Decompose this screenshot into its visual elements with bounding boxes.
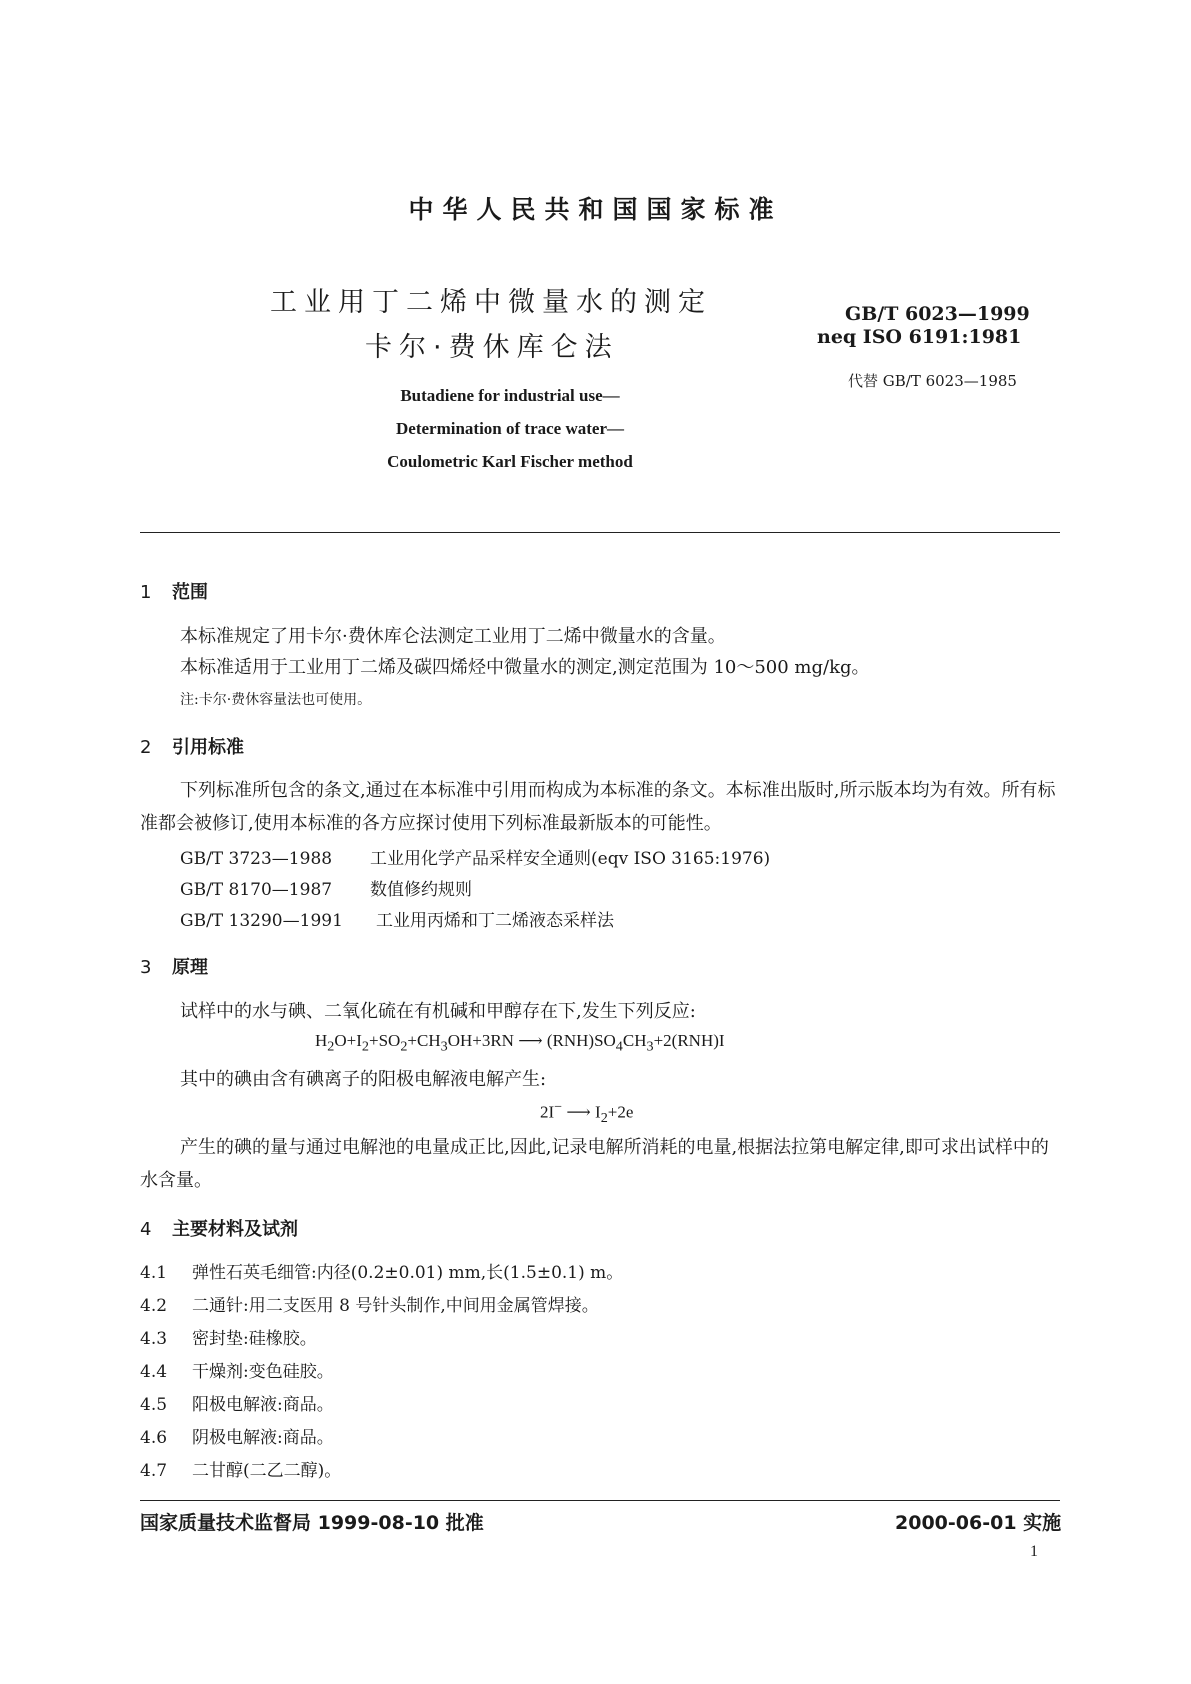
- standard-replaces: 代替 GB/T 6023—1985: [848, 372, 1017, 390]
- item-text: 弹性石英毛细管:内径(0.2±0.01) mm,长(1.5±0.1) m。: [192, 1263, 624, 1283]
- standard-equivalence: neq ISO 6191:1981: [817, 326, 1022, 348]
- section-1-paragraph-2: 本标准适用于工业用丁二烯及碳四烯烃中微量水的测定,测定范围为 10～500 mg/kg。: [180, 657, 870, 678]
- list-item: [140, 1390, 334, 1415]
- footer-divider: [140, 1500, 1060, 1501]
- english-title-line2: Determination of trace water—: [396, 419, 624, 438]
- section-4-heading: [140, 1215, 298, 1241]
- section-2-paragraph-1: 下列标准所包含的条文,通过在本标准中引用而构成为本标准的条文。本标准出版时,所示版本均为有效。所有标准都会被修订,使用本标准的各方应探讨使用下列标准最新版本的可能性。: [140, 780, 1056, 834]
- item-number: 4.4: [140, 1362, 168, 1382]
- section-3-paragraph-1: 试样中的水与碘、二氧化硫在有机碱和甲醇存在下,发生下列反应:: [180, 1001, 696, 1022]
- item-text: 密封垫:硅橡胶。: [192, 1329, 317, 1349]
- implementation-date: 2000-06-01 实施: [895, 1512, 1062, 1534]
- section-3-paragraph-3: 产生的碘的量与通过电解池的电量成正比,因此,记录电解所消耗的电量,根据法拉第电解定律,即可求出试样中的水含量。: [140, 1137, 1049, 1191]
- header-divider: [140, 532, 1060, 533]
- document-title-line1: 工业用丁二烯中微量水的测定: [270, 287, 712, 318]
- english-title-line1: Butadiene for industrial use—: [400, 386, 620, 405]
- approval-statement: 国家质量技术监督局 1999-08-10 批准: [140, 1512, 484, 1534]
- item-number: 4.1: [140, 1263, 168, 1283]
- item-text: 二通针:用二支医用 8 号针头制作,中间用金属管焊接。: [192, 1296, 599, 1316]
- item-text: 干燥剂:变色硅胶。: [192, 1362, 334, 1382]
- document-title-line2: 卡尔·费休库仑法: [365, 332, 619, 363]
- reference-title: 数值修约规则: [370, 880, 472, 900]
- section-number: 1: [140, 582, 152, 603]
- section-number: 3: [140, 957, 152, 978]
- section-3-heading: [140, 953, 208, 979]
- list-item: [140, 1258, 623, 1283]
- section-title: 主要材料及试剂: [172, 1219, 298, 1240]
- item-number: 4.2: [140, 1296, 168, 1316]
- english-title-line3: Coulometric Karl Fischer method: [387, 452, 633, 471]
- item-text: 阳极电解液:商品。: [192, 1395, 334, 1415]
- page-number: 1: [1030, 1543, 1038, 1560]
- list-item: [140, 1357, 334, 1382]
- reference-title: 工业用丙烯和丁二烯液态采样法: [376, 911, 614, 931]
- item-number: 4.7: [140, 1461, 168, 1481]
- list-item: [140, 1423, 334, 1448]
- list-item: [140, 1291, 599, 1316]
- reference-item: [180, 844, 770, 869]
- section-1-paragraph-1: 本标准规定了用卡尔·费休库仑法测定工业用丁二烯中微量水的含量。: [180, 626, 726, 647]
- section-3-paragraph-2: 其中的碘由含有碘离子的阳极电解液电解产生:: [180, 1069, 547, 1090]
- reaction-equation: $H_2O+I_2+SO_2+CH_3OH+3RN$ ⟶ $(RNH)SO_4CH_3+2(RNH)I$: [315, 1031, 725, 1055]
- reference-code: GB/T 8170—1987: [180, 880, 333, 900]
- section-number: 4: [140, 1219, 152, 1240]
- section-1-heading: [140, 578, 208, 604]
- reference-title: 工业用化学产品采样安全通则(eqv ISO 3165:1976): [370, 849, 771, 869]
- reference-item: [180, 875, 472, 900]
- section-title: 引用标准: [172, 737, 244, 758]
- reference-code: GB/T 13290—1991: [180, 911, 343, 931]
- section-title: 原理: [172, 957, 208, 978]
- item-number: 4.6: [140, 1428, 168, 1448]
- item-text: 阴极电解液:商品。: [192, 1428, 334, 1448]
- list-item: [140, 1456, 341, 1481]
- item-number: 4.5: [140, 1395, 168, 1415]
- section-2-heading: [140, 733, 244, 759]
- item-text: 二甘醇(二乙二醇)。: [192, 1461, 342, 1481]
- section-title: 范围: [172, 582, 208, 603]
- standard-number: GB/T 6023—1999: [845, 303, 1030, 325]
- electrolysis-equation: 2I− ⟶ $I_2+2e$: [540, 1099, 634, 1127]
- national-standard-title: 中华人民共和国国家标准: [408, 195, 783, 224]
- section-1-note: 注:卡尔·费休容量法也可使用。: [180, 692, 372, 708]
- reference-code: GB/T 3723—1988: [180, 849, 333, 869]
- list-item: [140, 1324, 317, 1349]
- item-number: 4.3: [140, 1329, 168, 1349]
- reference-item: [180, 906, 614, 931]
- section-number: 2: [140, 737, 152, 758]
